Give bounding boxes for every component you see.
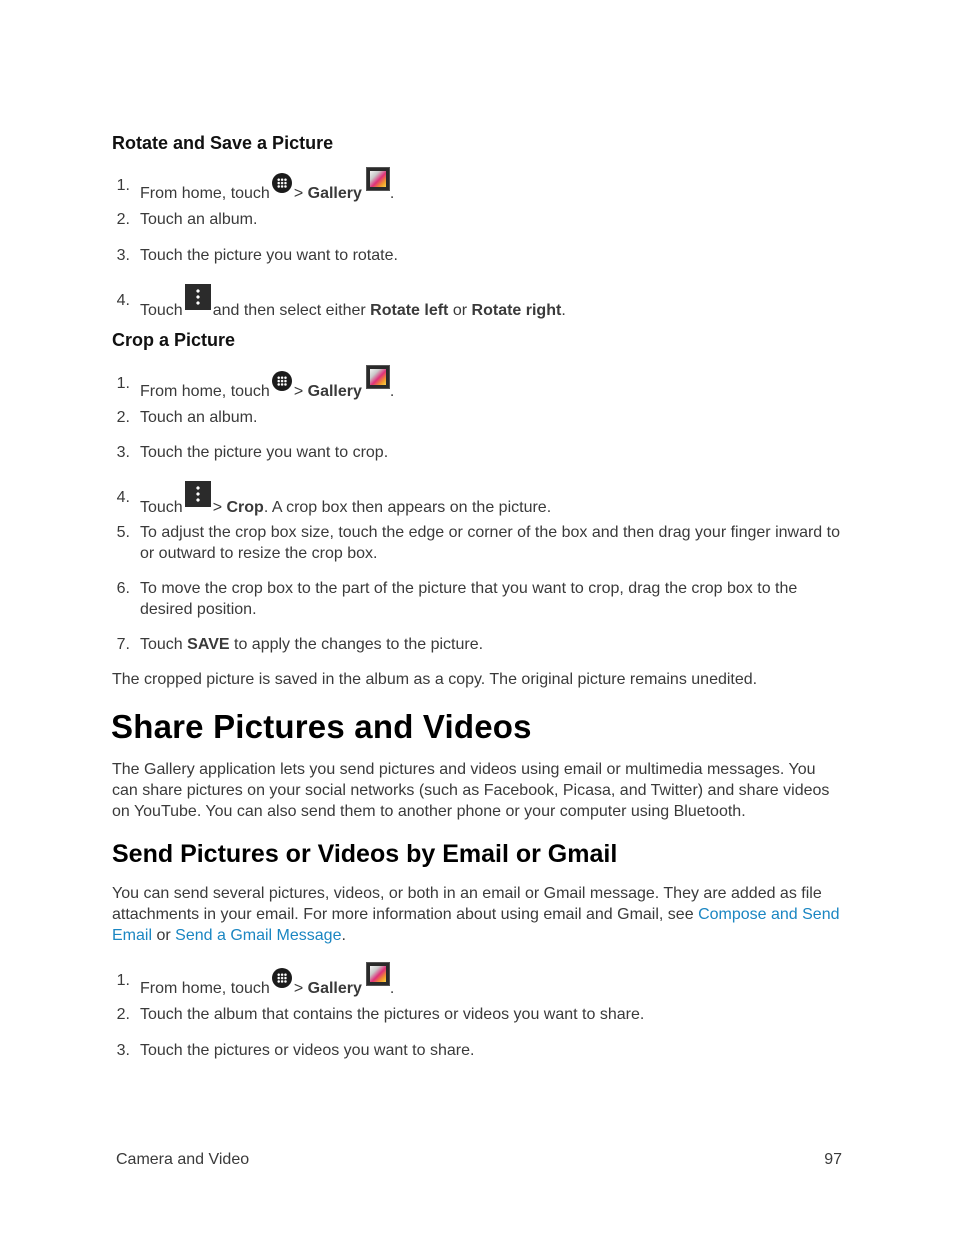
apps-icon	[272, 968, 292, 988]
share-heading: Share Pictures and Videos	[111, 708, 532, 745]
crop-note: The cropped picture is saved in the album as a copy. The original picture remains unedited.	[112, 671, 758, 688]
apps-icon	[272, 173, 292, 193]
menu-icon	[185, 481, 211, 507]
compose-send-email-link[interactable]: Compose and Send Email	[112, 906, 840, 944]
footer-section-name: Camera and Video	[116, 1151, 250, 1168]
gallery-icon	[366, 365, 390, 389]
apps-icon	[272, 371, 292, 391]
rotate-heading: Rotate and Save a Picture	[112, 133, 334, 153]
gallery-icon	[366, 167, 390, 191]
send-heading: Send Pictures or Videos by Email or Gmail	[112, 840, 618, 868]
send-gmail-message-link[interactable]: Send a Gmail Message	[175, 927, 342, 944]
menu-icon	[185, 284, 211, 310]
document-page: Rotate and Save a Picture 1. From home, touch > Gallery . 2. Touch an album. 3. Touch the picture you want to rotate. 4. Touch and then select either Rotate left or Rotate right. Crop a Picture 1. From home, touch > Gallery . 2. Touch an album. 3. Touch the picture you want to crop. 4. Touch > Crop. A crop box then appears on the picture. 5. To adjust the crop box size, touch the edge or corner of the box and then drag your finger inward to or outward to resize the crop box. 6. To move the crop box to the part of the picture that you want to crop, drag the crop box to the desired position. 7. Touch SAVE to apply the changes to the picture. The cropped picture is saved in the album as a copy. The original picture remains unedited. Share Pictures and Videos The Gallery application lets you send pictures and videos using email or multimedia messages. You can share pictures on your social networks (such as Facebook, Picasa, and Twitter) and share videos on YouTube. You can also send them to another phone or your computer using Bluetooth. Send Pictures or Videos by Email or Gmail You can send several pictures, videos, or both in an email or Gmail message. They are added as file attachments in your email. For more information about using email and Gmail, see Compose and Send Email or Send a Gmail Message. 1. From home, touch > Gallery . 2. Touch the album that contains the pictures or videos you want to share. 3. Touch the pictures or videos you want to share. Camera and Video 97	[111, 133, 842, 1168]
crop-heading: Crop a Picture	[112, 330, 236, 350]
gallery-icon	[366, 962, 390, 986]
send-intro: You can send several pictures, videos, or both in an email or Gmail message. They are added as file attachments in your email. For more information about using email and Gmail, see Compose and Send Email or Send a Gmail Message.	[112, 885, 840, 944]
share-intro: The Gallery application lets you send pictures and videos using email or multimedia messages. You can share pictures on your social networks (such as Facebook, Picasa, and Twitter) and share videos on YouTube. You can also send them to another phone or your computer using Bluetooth.	[112, 761, 830, 820]
footer-page-number: 97	[824, 1151, 842, 1168]
